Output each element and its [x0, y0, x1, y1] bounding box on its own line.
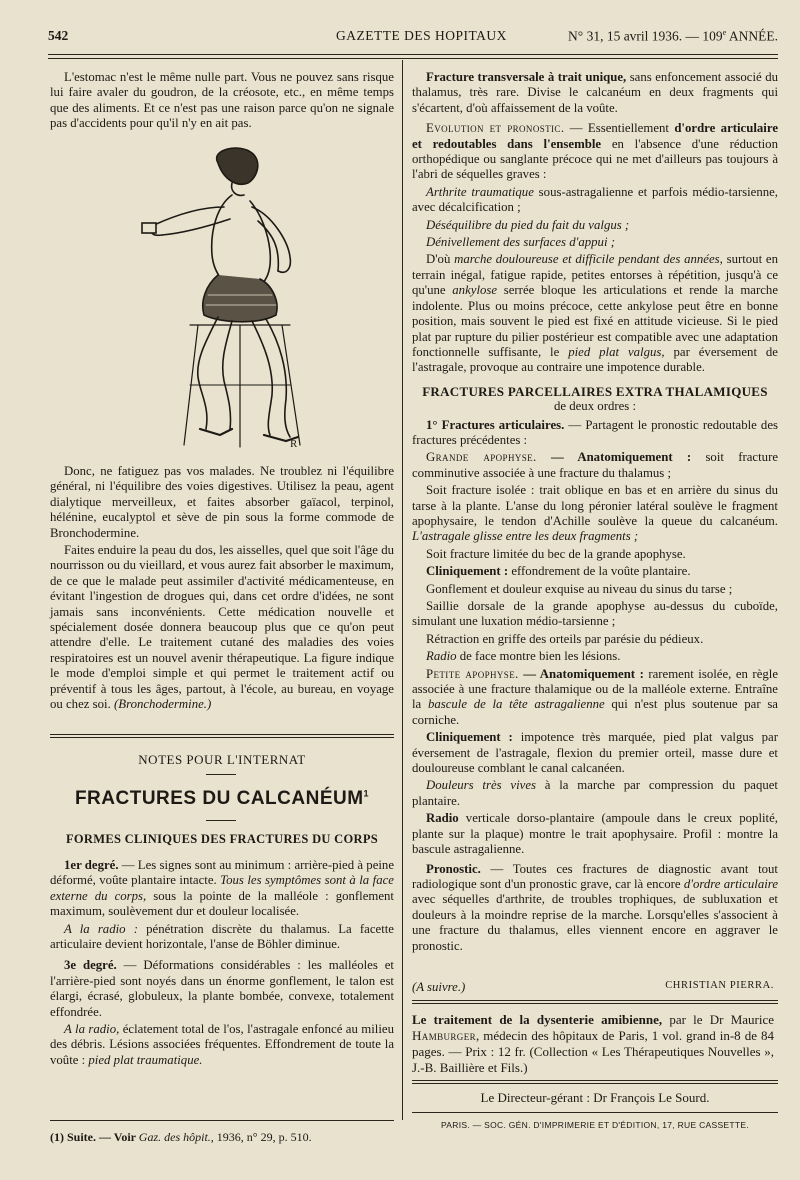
short-rule-2	[206, 820, 236, 821]
left-article-body	[50, 858, 394, 1070]
sequela-2: Déséquilibre du pied du fait du valgus ;	[426, 217, 630, 232]
book-notice: Le traitement de la dysenterie amibienne, par le Dr Maurice Hamburger, médecin des hôpitaux de Paris, 1 vol. grand in-8 de 84 pages. — Prix : 12 fr. (Collection « Les Thérapeutiques Nouvelles », J.-B. Baillière et Fils.)	[412, 1012, 775, 1075]
printer-line: PARIS. — SOC. GÉN. D'IMPRIMERIE ET D'ÉDITION, 17, RUE CASSETTE.	[440, 1120, 750, 1130]
clinical-p4: Rétraction en griffe des orteils par parésie du pédieux.	[426, 631, 704, 646]
ad-paragraph-1: Donc, ne fatiguez pas vos malades. Ne troublez ni l'équilibre général, ni l'équilibre des voies digestives. Utilisez la peau, agent dialytique merveilleux, et faites absorber gaïacol, terpinol, hélénine, eucalyptol et sève de pin sous la forme commode de Bronchodermine.	[50, 464, 394, 540]
article-signature	[412, 980, 774, 995]
degree-3-paragraph: 3e degré. — Déformations considérables : les malléoles et l'arrière-pied sont noyés dans un énorme gonflement, le talon est élargi, écrasé, globuleux, la plante bombée, convexe, totalement effondrée.	[50, 958, 394, 1019]
articular-fractures-paragraph: 1° Fractures articulaires. — Partagent le pronostic redoutable des fractures précédentes :	[412, 417, 778, 447]
section-2-title: FRACTURES PARCELLAIRES EXTRA THALAMIQUES	[422, 383, 768, 399]
illustration-woman-applying-ointment	[140, 145, 340, 455]
prognosis-paragraph: Pronostic. — Toutes ces fractures de diagnostic avant tout radiologique sont d'un pronostic grave, car là encore d'ordre articulaire avec séquelles d'arthrite, de troubles trophiques, de subluxation et douleurs à la moindre reprise de la marche. Lorsqu'elles s'associent à une fracture du thalamus, elles viennent encore en aggraver le pronostic.	[412, 861, 778, 953]
petite-apophyse-pain: Douleurs très vives à la marche par compression du paquet plantaire.	[412, 778, 778, 808]
sequela-1: Arthrite traumatique sous-astragalienne et parfois médio-tarsienne, avec décalcification ;	[412, 184, 779, 215]
director-rule	[412, 1112, 778, 1113]
illustration-signature: R	[290, 438, 298, 450]
clinical-p2: Gonflement et douleur exquise au niveau du sinus du tarse ;	[426, 581, 733, 596]
book-rule-top	[412, 1000, 778, 1001]
grande-apophyse-p2: Soit fracture isolée : trait oblique en bas et en arrière du sinus du tarse à la plante. L'anse du long péronier latéral soulève le fragment apophysaire, le tendon d'Achille soulève la queue du calcanéum. L'astragale glisse entre les deux fragments ;	[412, 483, 778, 544]
director-line: Le Directeur-gérant : Dr François Le Sourd.	[480, 1090, 710, 1105]
intro-paragraph: L'estomac n'est le même nulle part. Vous ne pouvez sans risque lui faire avaler du goudron, de la créosote, etc., en même temps que des aliments. Et ce n'est pas une raison parce qu'on ne signale pas d'accidents pour qu'il n'y en ait pas.	[50, 70, 394, 131]
page-number: 542	[48, 28, 69, 43]
section-title: FORMES CLINIQUES DES FRACTURES DU CORPS	[65, 832, 379, 846]
journal-title: GAZETTE DES HOPITAUX	[336, 28, 507, 43]
ad-paragraph-2: Faites enduire la peau du dos, les aisselles, quel que soit l'âge du nourrisson ou du vieillard, et vous aurez fait absorber le maximum, de ce que le malade peut assimiler d'activité médicamenteuse, en évitant l'ingestion de drogues qui, dans cet ordre d'idées, ne sont jamais sans inconvénients. Cette médication nouvelle et spécialement dosée donnera beaucoup plus que ce qu'on peut attendre d'elle. Le traitement cutané des maladies des voies respiratoires est un nouvel avenir thérapeutique. La figure indique le mode d'emploi simple et qui permet le traitement actif ou préventif à tous les âges, partout, à l'école, au bureau, en voyage ou chez soi. (Bronchodermine.)	[50, 543, 395, 712]
issue-info: N° 31, 15 avril 1936. — 109e ANNÉE.	[568, 28, 778, 44]
evolution-paragraph: Evolution et pronostic. — Essentiellement d'ordre articulaire et redoutables dans l'ensemble en l'absence d'une réduction orthopédique ou sanglante précoce qui ne met d'ailleurs pas toujours à l'abri de séquelles graves :	[412, 121, 778, 182]
column-divider	[402, 60, 403, 1120]
petite-apophyse-clinical: Cliniquement : impotence très marquée, pied plat valgus par éversement de l'astragale, flexion du premier orteil, masse dure et douloureuse comblant le canal calcanéen.	[412, 730, 778, 776]
notes-rule-top-2	[50, 737, 394, 738]
book-rule-top-2	[412, 1003, 778, 1004]
clinical-paragraph: Cliniquement : effondrement de la voûte plantaire.	[426, 564, 691, 579]
degree-1-paragraph: 1er degré. — Les signes sont au minimum : arrière-pied à peine déformé, voûte plantaire intacte. Tous les symptômes sont à la face externe du corps, sous la pointe de la malléole : gonflement maximum, soulèvement dur et douleur localisée.	[50, 858, 395, 919]
short-rule	[206, 774, 236, 775]
author-name: CHRISTIAN PIERRA.	[665, 980, 774, 991]
left-ad-text	[50, 464, 394, 715]
right-article-body	[412, 70, 778, 956]
clinical-p5: Radio de face montre bien les lésions.	[426, 649, 621, 664]
footnote-rule	[50, 1120, 394, 1121]
petite-apophyse-paragraph: Petite apophyse. — Anatomiquement : rarement isolée, en règle associée à une fracture thalamique ou de la malléole externe. Entraîne la bascule de la tête astragalienne qui n'est plus soutenue par sa corniche.	[412, 666, 779, 727]
section-2-subtitle: de deux ordres :	[553, 399, 637, 414]
book-rule-bottom-2	[412, 1083, 778, 1084]
degree-3-radio: A la radio, éclatement total de l'os, l'astragale enfoncé au milieu des débris. Lésions associées fréquentes. Effondrement de toute la voûte : pied plat traumatique.	[50, 1022, 394, 1067]
notes-heading: NOTES POUR L'INTERNAT	[138, 752, 306, 767]
clinical-p3: Saillie dorsale de la grande apophyse au-dessus du cuboïde, simulant une luxation médio-tarsienne ;	[412, 599, 778, 629]
petite-apophyse-radio: Radio verticale dorso-plantaire (ampoule dans le creux poplité, plante sur la plaque) montre le trait apophysaire. Profil : montre la bascule astragalienne.	[412, 811, 778, 857]
grande-apophyse-p3: Soit fracture limitée du bec de la grande apophyse.	[426, 546, 686, 561]
sequela-3: Dénivellement des surfaces d'appui ;	[426, 235, 615, 250]
footnote: (1) Suite. — Voir Gaz. des hôpit., 1936, n° 29, p. 510.	[50, 1130, 312, 1144]
grande-apophyse-paragraph: Grande apophyse. — Anatomiquement : soit fracture comminutive associée à une fracture du thalamus ;	[412, 450, 779, 480]
article-title: FRACTURES DU CALCANÉUM$^1$	[74, 788, 370, 809]
to-be-continued: (A suivre.)	[412, 980, 466, 994]
page-header	[48, 28, 778, 50]
transverse-fracture-paragraph: Fracture transversale à trait unique, sans enfoncement associé du thalamus, très rare. Divise le calcanéum en deux fragments qui s'écartent, d'où affaissement de la voûte.	[412, 70, 778, 115]
header-rule	[48, 54, 778, 59]
notes-rule-top	[50, 734, 394, 735]
degree-1-radio: A la radio : pénétration discrète du thalamus. La facette articulaire devient horizontale, l'anse de Böhler diminue.	[50, 921, 394, 952]
left-intro	[50, 70, 394, 134]
walking-paragraph: D'où marche douloureuse et difficile pendant des années, surtout en terrain inégal, fatigue rapide, petites entorses à répétition, jusqu'à ce qu'une ankylose serrée bloque les articulations et rende la marche indolente. Plus ou moins précoce, cette ankylose peut être en bonne position, mais souvent le pied est fixé en attitude vicieuse. Si le pied plat par rupture du pilier postérieur est compatible avec une adaptation fonctionnelle suffisante, le pied plat valgus, par éversement de l'astragale, provoque au contraire une impotence durable.	[412, 252, 778, 375]
book-rule-bottom	[412, 1080, 778, 1081]
